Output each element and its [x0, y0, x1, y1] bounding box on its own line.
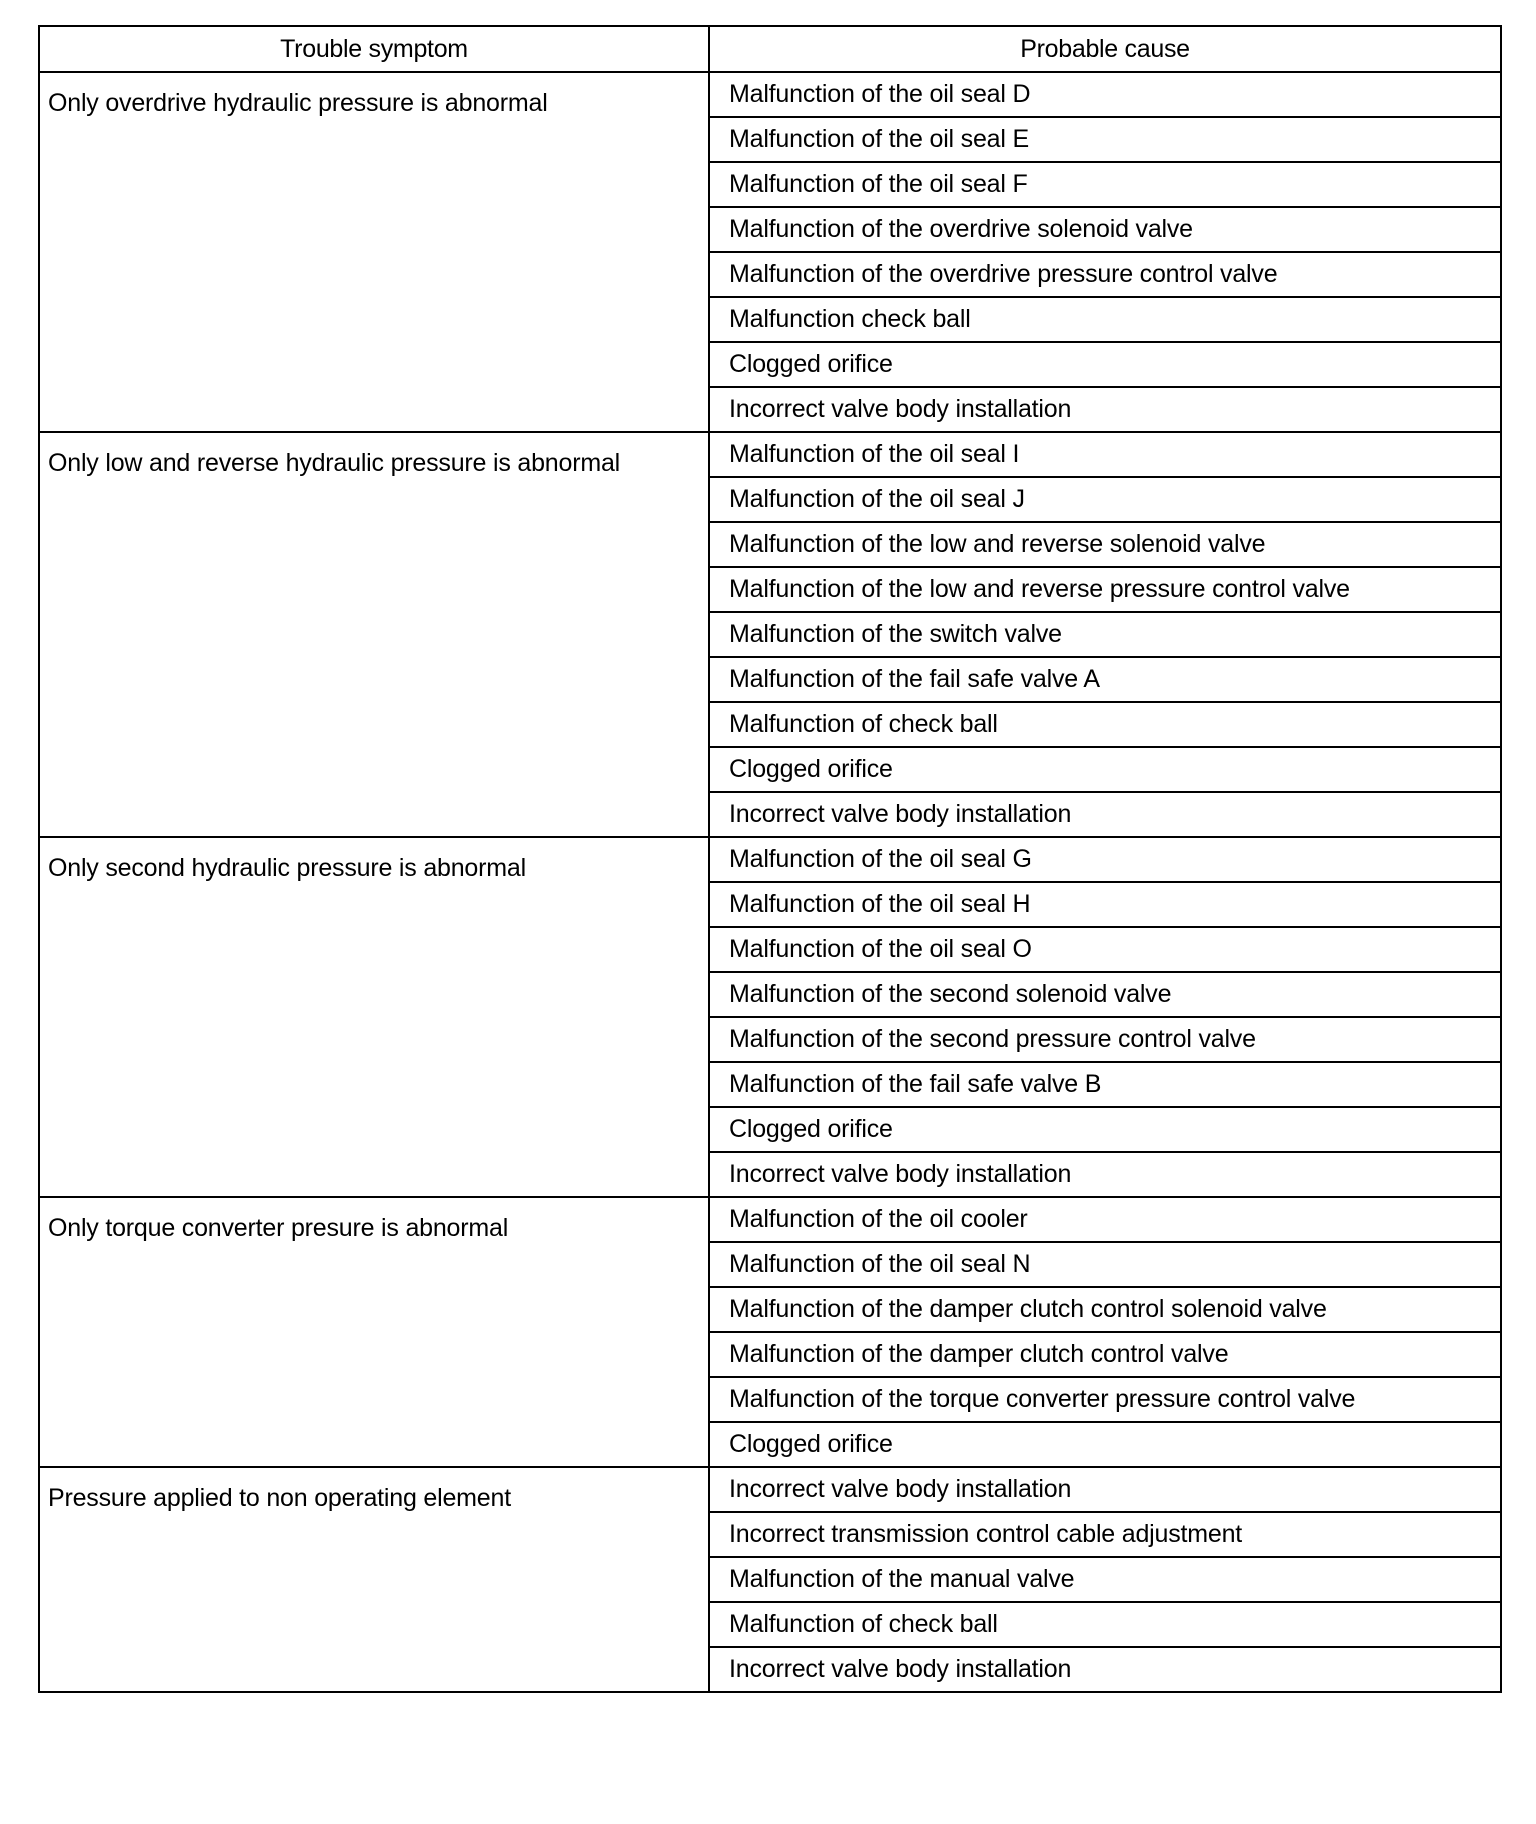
probable-cause-cell: Incorrect valve body installation [709, 792, 1501, 837]
probable-cause-cell: Malfunction of the oil seal O [709, 927, 1501, 972]
table-body [39, 72, 1501, 1692]
table-row [39, 1197, 1501, 1242]
probable-cause-cell: Malfunction of the second pressure control valve [709, 1017, 1501, 1062]
probable-cause-cell: Malfunction of the damper clutch control valve [709, 1332, 1501, 1377]
probable-cause-cell: Malfunction check ball [709, 297, 1501, 342]
probable-cause-cell: Incorrect valve body installation [709, 1152, 1501, 1197]
trouble-symptom-cell: Only overdrive hydraulic pressure is abnormal [39, 72, 709, 432]
probable-cause-cell: Malfunction of the oil seal J [709, 477, 1501, 522]
probable-cause-cell: Incorrect valve body installation [709, 387, 1501, 432]
probable-cause-cell: Clogged orifice [709, 747, 1501, 792]
probable-cause-cell: Clogged orifice [709, 342, 1501, 387]
table-header [39, 26, 1501, 72]
probable-cause-cell: Incorrect valve body installation [709, 1467, 1501, 1512]
table-row [39, 72, 1501, 117]
probable-cause-cell: Malfunction of the oil seal D [709, 72, 1501, 117]
probable-cause-cell: Malfunction of the oil seal F [709, 162, 1501, 207]
probable-cause-cell: Malfunction of the overdrive pressure control valve [709, 252, 1501, 297]
probable-cause-cell: Malfunction of the switch valve [709, 612, 1501, 657]
probable-cause-cell: Malfunction of the damper clutch control solenoid valve [709, 1287, 1501, 1332]
probable-cause-cell: Malfunction of the second solenoid valve [709, 972, 1501, 1017]
probable-cause-cell: Malfunction of the oil cooler [709, 1197, 1501, 1242]
table-row [39, 837, 1501, 882]
probable-cause-cell: Malfunction of check ball [709, 1602, 1501, 1647]
probable-cause-cell: Malfunction of check ball [709, 702, 1501, 747]
probable-cause-cell: Malfunction of the manual valve [709, 1557, 1501, 1602]
probable-cause-cell: Malfunction of the oil seal N [709, 1242, 1501, 1287]
header-probable-cause: Probable cause [709, 26, 1501, 72]
header-row [39, 26, 1501, 72]
probable-cause-cell: Incorrect valve body installation [709, 1647, 1501, 1692]
trouble-symptom-cell: Only torque converter presure is abnormal [39, 1197, 709, 1467]
probable-cause-cell: Malfunction of the oil seal G [709, 837, 1501, 882]
table-row [39, 1467, 1501, 1512]
probable-cause-cell: Malfunction of the oil seal E [709, 117, 1501, 162]
header-trouble-symptom: Trouble symptom [39, 26, 709, 72]
probable-cause-cell: Malfunction of the low and reverse pressure control valve [709, 567, 1501, 612]
trouble-cause-table [38, 25, 1502, 1693]
table-row [39, 432, 1501, 477]
probable-cause-cell: Malfunction of the low and reverse solenoid valve [709, 522, 1501, 567]
trouble-symptom-cell: Only second hydraulic pressure is abnormal [39, 837, 709, 1197]
probable-cause-cell: Malfunction of the torque converter pressure control valve [709, 1377, 1501, 1422]
probable-cause-cell: Clogged orifice [709, 1422, 1501, 1467]
probable-cause-cell: Malfunction of the fail safe valve A [709, 657, 1501, 702]
probable-cause-cell: Malfunction of the overdrive solenoid valve [709, 207, 1501, 252]
trouble-symptom-cell: Only low and reverse hydraulic pressure is abnormal [39, 432, 709, 837]
probable-cause-cell: Malfunction of the oil seal I [709, 432, 1501, 477]
probable-cause-cell: Incorrect transmission control cable adjustment [709, 1512, 1501, 1557]
trouble-symptom-cell: Pressure applied to non operating element [39, 1467, 709, 1692]
probable-cause-cell: Malfunction of the fail safe valve B [709, 1062, 1501, 1107]
probable-cause-cell: Malfunction of the oil seal H [709, 882, 1501, 927]
probable-cause-cell: Clogged orifice [709, 1107, 1501, 1152]
